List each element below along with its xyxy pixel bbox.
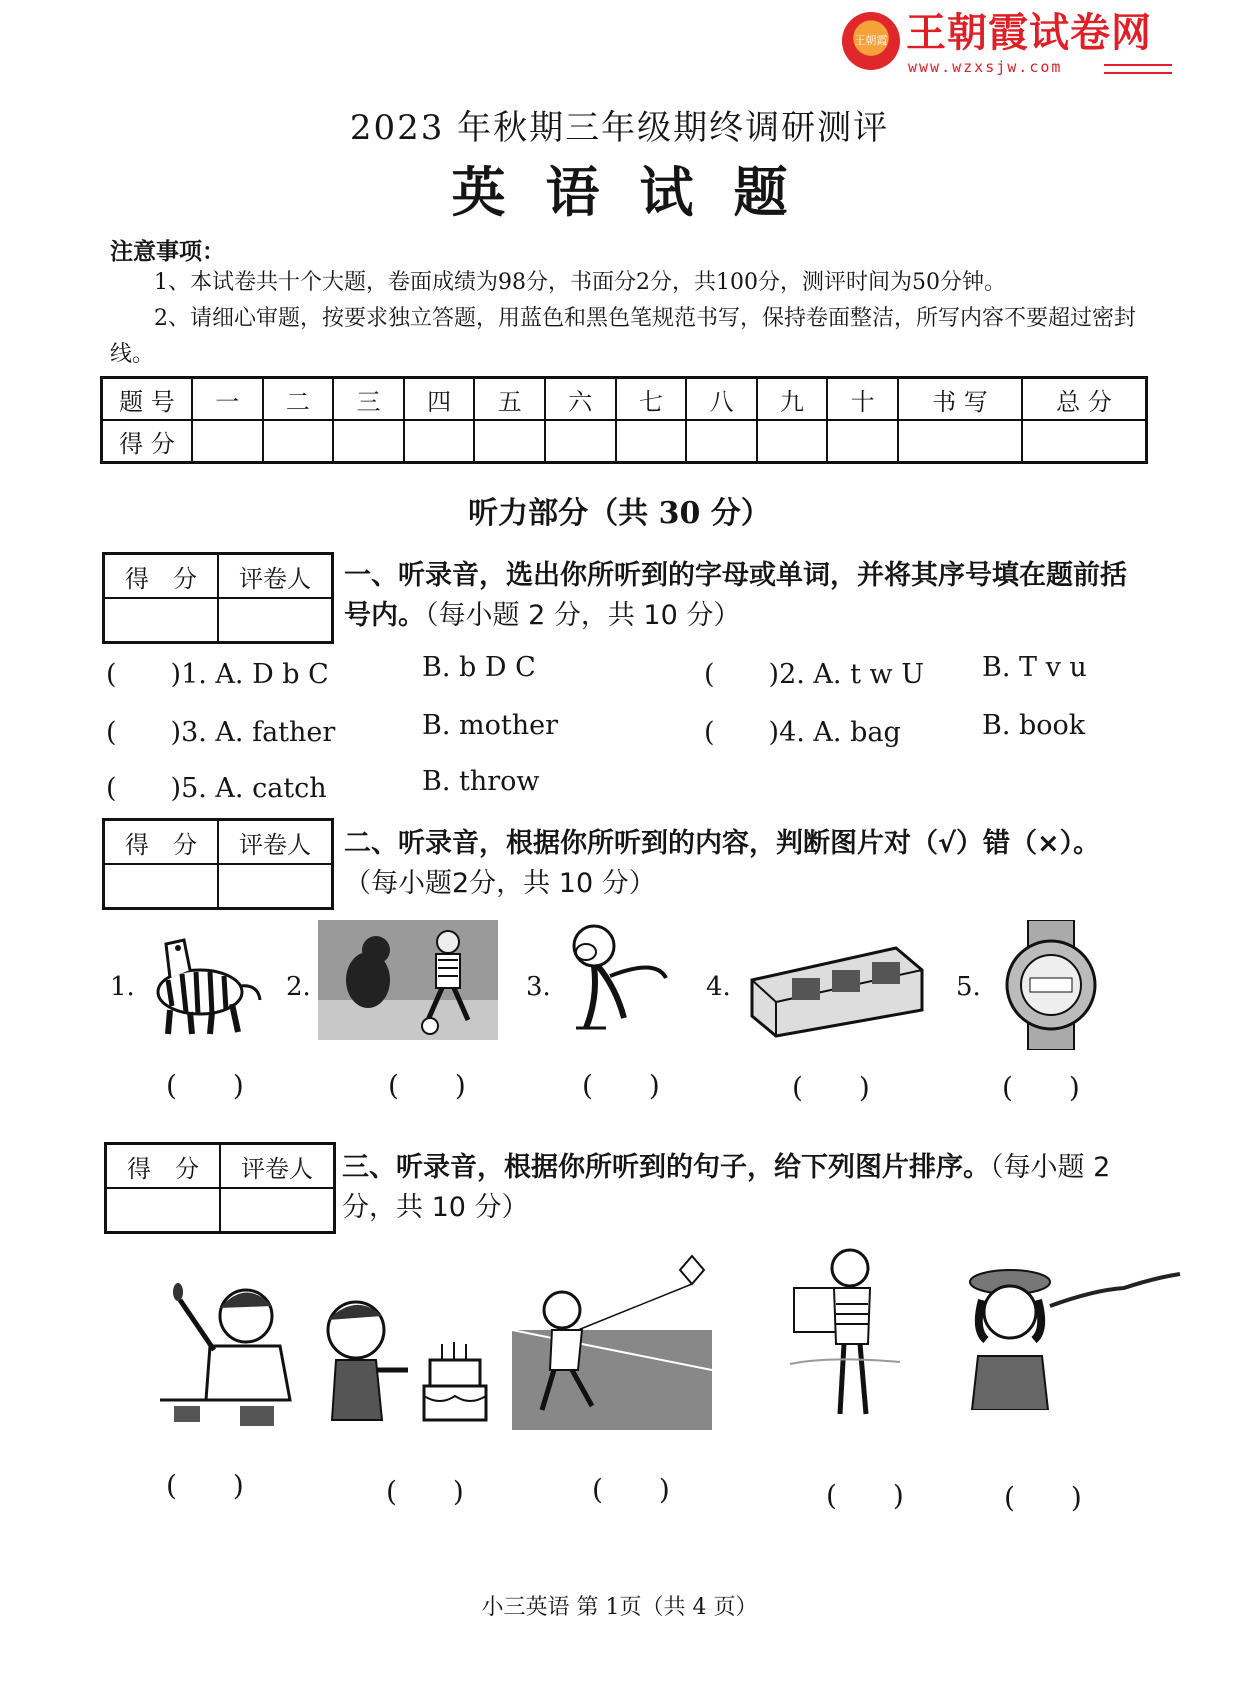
pic-number-1: 1.	[110, 972, 135, 1002]
logo-seal-icon: 王朝霞	[842, 12, 900, 70]
score-table-header-row	[102, 378, 1147, 421]
part3-answer-4[interactable]: ( )	[826, 1479, 904, 1512]
score-cell[interactable]	[333, 420, 404, 463]
score-cell[interactable]	[898, 420, 1022, 463]
girl-flying-kite-picture	[512, 1250, 712, 1430]
part3-title	[342, 1148, 1132, 1228]
grader-label: 评卷人	[218, 554, 333, 599]
col-6: 六	[545, 378, 616, 421]
part3-answer-3[interactable]: ( )	[592, 1473, 670, 1506]
score-cell[interactable]	[827, 420, 898, 463]
part3-answer-1[interactable]: ( )	[166, 1469, 244, 1502]
note-item-2: 2、请细心审题，按要求独立答题，用蓝色和黑色笔规范书写，保持卷面整洁，所写内容不要超过密封线。	[110, 306, 1137, 367]
col-8: 八	[686, 378, 757, 421]
part2-points: （每小题2分，共 10 分）	[344, 868, 656, 899]
part2-answer-4[interactable]: ( )	[792, 1071, 870, 1104]
score-label: 得 分	[106, 1144, 221, 1189]
col-writing: 书 写	[898, 378, 1022, 421]
part2-title-text: 二、听录音，根据你所听到的内容，判断图片对（√）错（×）。	[344, 828, 1101, 859]
grader-box-1	[102, 552, 334, 644]
listening-section-heading: 听力部分（共 30 分）	[468, 496, 771, 531]
monkey-picture	[546, 918, 676, 1038]
score-cell[interactable]	[474, 420, 545, 463]
grader-input[interactable]	[218, 864, 333, 909]
woman-with-hat-picture	[964, 1260, 1184, 1410]
pic-number-4: 4.	[706, 972, 731, 1002]
subject-title: 英语试题	[451, 160, 828, 224]
part1-item-4[interactable]: ( )4. A. bag	[704, 717, 901, 748]
score-cell[interactable]	[686, 420, 757, 463]
note-item-1: 1、本试卷共十个大题，卷面成绩为98分，书面分2分，共100分，测评时间为50分钟。	[154, 270, 1006, 295]
grader-label: 评卷人	[220, 1144, 335, 1189]
score-cell[interactable]	[1022, 420, 1147, 463]
logo-url: www.wzxsjw.com	[908, 58, 1063, 76]
part2-answer-3[interactable]: ( )	[582, 1069, 660, 1102]
grader-label: 评卷人	[218, 820, 333, 865]
part3-title-text: 三、听录音，根据你所听到的句子，给下列图片排序。	[342, 1152, 990, 1183]
pic-number-5: 5.	[956, 972, 981, 1002]
exam-title: 2023 年秋期三年级期终调研测评	[349, 108, 890, 148]
col-2: 二	[263, 378, 334, 421]
score-table	[100, 376, 1148, 464]
part1-item-1[interactable]: ( )1. A. D b C	[106, 659, 329, 690]
col-10: 十	[827, 378, 898, 421]
col-total: 总 分	[1022, 378, 1147, 421]
part3-answer-5[interactable]: ( )	[1004, 1481, 1082, 1514]
score-cell[interactable]	[757, 420, 828, 463]
part3-points: （每小题 2 分，共 10 分）	[342, 1152, 1111, 1223]
man-and-boy-picture	[160, 1270, 410, 1440]
zebra-picture	[140, 930, 270, 1040]
site-logo	[842, 10, 1172, 74]
col-9: 九	[757, 378, 828, 421]
col-3: 三	[333, 378, 404, 421]
row-label: 得 分	[102, 420, 193, 463]
pic-number-2: 2.	[286, 972, 311, 1002]
monkey-and-boy-soccer-picture	[318, 920, 498, 1040]
notes-heading: 注意事项：	[110, 239, 225, 265]
part1-item-5[interactable]: ( )5. A. catch	[106, 773, 327, 804]
grader-box-2	[102, 818, 334, 910]
score-cell[interactable]	[192, 420, 263, 463]
part2-answer-5[interactable]: ( )	[1002, 1071, 1080, 1104]
pencil-box-picture	[746, 940, 926, 1040]
score-input[interactable]	[104, 864, 219, 909]
part1-title	[344, 556, 1144, 636]
score-label: 得 分	[104, 554, 219, 599]
part2-answer-1[interactable]: ( )	[166, 1069, 244, 1102]
col-4: 四	[404, 378, 475, 421]
part1-item-5-option-b: B. throw	[422, 766, 540, 797]
part1-item-2[interactable]: ( )2. A. t w U	[704, 659, 924, 690]
part1-points: （每小题 2 分，共 10 分）	[425, 600, 741, 631]
part1-item-4-option-b: B. book	[982, 710, 1086, 741]
page-footer: 小三英语 第 1页（共 4 页）	[481, 1595, 758, 1620]
grader-input[interactable]	[218, 598, 333, 643]
col-7: 七	[616, 378, 687, 421]
part2-title	[344, 824, 1144, 904]
logo-name: 王朝霞试卷网	[906, 10, 1152, 56]
grader-box-3	[104, 1142, 336, 1234]
pic-number-3: 3.	[526, 972, 551, 1002]
birthday-cake-picture	[420, 1340, 490, 1430]
score-cell[interactable]	[616, 420, 687, 463]
score-cell[interactable]	[263, 420, 334, 463]
logo-decoration	[1104, 64, 1172, 74]
part3-answer-2[interactable]: ( )	[386, 1475, 464, 1508]
part1-title-text: 一、听录音，选出你所听到的字母或单词，并将其序号填在题前括号内。	[344, 560, 1127, 631]
part1-item-3[interactable]: ( )3. A. father	[106, 717, 336, 748]
score-cell[interactable]	[404, 420, 475, 463]
score-input[interactable]	[106, 1188, 221, 1233]
score-cell[interactable]	[545, 420, 616, 463]
part1-item-1-option-b: B. b D C	[422, 652, 536, 683]
part2-answer-2[interactable]: ( )	[388, 1069, 466, 1102]
row-label: 题 号	[102, 378, 193, 421]
score-table-score-row	[102, 420, 1147, 463]
part1-item-2-option-b: B. T v u	[982, 652, 1087, 683]
watch-picture	[996, 920, 1106, 1050]
boy-carrying-box-picture	[790, 1244, 900, 1424]
col-1: 一	[192, 378, 263, 421]
score-label: 得 分	[104, 820, 219, 865]
col-5: 五	[474, 378, 545, 421]
score-input[interactable]	[104, 598, 219, 643]
grader-input[interactable]	[220, 1188, 335, 1233]
part1-item-3-option-b: B. mother	[422, 710, 558, 741]
